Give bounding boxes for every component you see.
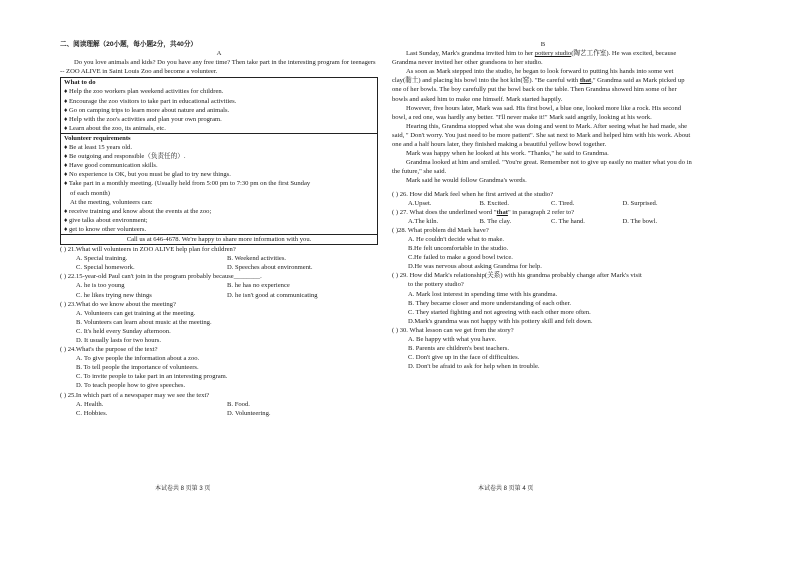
question-stem-continued: to the pottery studio? xyxy=(408,281,464,289)
requirement-item: ♦ give talks about environment; xyxy=(64,216,148,224)
option-c: C. They started fighting and not agreeing with each other more often. xyxy=(408,308,591,316)
question-26 xyxy=(392,190,694,208)
option-a: A. Mark lost interest in spending time with his grandma. xyxy=(408,290,558,298)
option-b: B. Weekend activities. xyxy=(227,255,287,263)
text-span: Last Sunday, Mark's grandma invited him to her xyxy=(406,50,535,58)
option-b: B. Volunteers can learn about music at the meeting. xyxy=(76,318,212,326)
page-footer-left: 本试卷共 8 页第 3 页 xyxy=(155,486,211,492)
option-d: D.Mark's grandma was not happy with his pottery skill and felt down. xyxy=(408,317,593,325)
page-footer-right: 本试卷共 8 页第 4 页 xyxy=(478,486,534,492)
option-d: D. he isn't good at communicating xyxy=(227,291,318,299)
option-a: A. Be happy with what you have. xyxy=(408,336,497,343)
what-to-do-item: ♦ Go on camping trips to learn more about nature and animals. xyxy=(64,106,230,114)
left-column xyxy=(60,40,378,418)
option-a: A. Volunteers can get training at the meeting. xyxy=(76,309,196,317)
option-b: B. To tell people the importance of volunteers. xyxy=(76,364,199,372)
option-c: C. It's held every Sunday afternoon. xyxy=(76,327,171,335)
option-a: A. To give people the information about a zoo. xyxy=(76,355,200,363)
passage-b-paragraph-6: Grandma looked at him and smiled. "You're great. Remember not to give up easily no matter what you do in the future," she said. xyxy=(392,159,692,176)
requirement-item: ♦ Be at least 15 years old. xyxy=(64,144,133,152)
question-stem: ( ) 26. How did Mark feel when he first arrived at the studio? xyxy=(392,190,554,198)
what-to-do-heading: What to do xyxy=(64,79,96,87)
option-b: B. The clay. xyxy=(479,217,512,225)
option-d: D. Speeches about environment. xyxy=(227,264,313,272)
option-c: C. he likes trying new things xyxy=(76,291,152,299)
option-a: A.Upset. xyxy=(408,199,432,207)
text-span: ( ) 27. What does the underlined word " xyxy=(392,208,497,216)
passage-b-paragraph-2 xyxy=(392,67,694,103)
what-to-do-section xyxy=(61,78,377,133)
question-25 xyxy=(60,391,378,418)
question-22 xyxy=(60,272,378,299)
requirement-item: ♦ Be outgoing and responsible（负责任的）. xyxy=(64,153,186,161)
question-stem: ( ) 23.What do we know about the meeting? xyxy=(60,300,176,308)
option-c: C. Hobbies. xyxy=(76,409,108,417)
option-a: A. Health. xyxy=(76,400,104,408)
question-options xyxy=(60,400,378,418)
option-a: A. Special training. xyxy=(76,255,128,263)
option-d: D. It usually lasts for two hours. xyxy=(76,337,161,344)
question-24 xyxy=(60,345,378,390)
question-stem: ( ) 22.15-year-old Paul can't join in the program probably because________. xyxy=(60,273,262,281)
question-28 xyxy=(392,226,694,271)
question-21 xyxy=(60,245,378,272)
requirement-item: ♦ Take part in a monthly meeting. (Usually held from 5:00 pm to 7:30 pm on the first Sunday xyxy=(64,180,311,188)
question-options xyxy=(392,199,694,208)
question-options xyxy=(392,217,694,226)
passage-b-paragraph-1 xyxy=(392,49,694,67)
option-b: B. he has no experience xyxy=(227,282,290,290)
requirement-item: ♦ Have good communication skills. xyxy=(64,162,158,170)
question-29 xyxy=(392,271,694,326)
option-c: C.He failed to make a good bowl twice. xyxy=(408,254,513,262)
passage-b-paragraph-7: Mark said he would follow Grandma's words. xyxy=(406,177,527,185)
requirement-item: ♦ No experience is OK, but you must be glad to try new things. xyxy=(64,171,231,179)
right-column xyxy=(392,40,694,371)
requirement-item: of each month) xyxy=(70,189,110,197)
option-b: B. Parents are children's best teachers. xyxy=(408,345,509,353)
option-d: D. Volunteering. xyxy=(227,409,271,417)
passage-b-paragraph-4: Hearing this, Grandma stopped what she was doing and went to Mark. After seeing what he had made, she said, " Don't worry. You just need to be more patient". She sat next to Mark and helped him with his work. About one and a half hours later, they finished making a beautiful yellow bowl together. xyxy=(392,122,691,149)
option-c: C. Special homework. xyxy=(76,264,135,272)
option-d: D. To teach people how to give speeches. xyxy=(76,382,186,390)
text-span: (陶艺工作室). He was excited, because Grandma never invited her other grandsons to her studio. xyxy=(392,50,677,67)
option-b: B.He felt uncomfortable in the studio. xyxy=(408,245,509,253)
question-stem xyxy=(392,208,694,217)
text-span: As soon as Mark stepped into the studio, he began to look forward to putting his hands into some wet clay(黏土) and placing his bowl into the hot kiln(窑). "Be careful with xyxy=(392,68,674,85)
question-27 xyxy=(392,208,694,226)
option-a: A.The kiln. xyxy=(408,217,439,225)
option-d: D.He was nervous about asking Grandma for help. xyxy=(408,263,542,271)
option-d: D. Surprised. xyxy=(622,199,658,207)
what-to-do-item: ♦ Help the zoo workers plan weekend activities for children. xyxy=(64,88,224,96)
option-a: A. He couldn't decide what to make. xyxy=(408,235,505,243)
underlined-that: that xyxy=(579,77,592,85)
contact-line: Call us at 646-4678. We're happy to share more information with you. xyxy=(61,234,377,244)
option-d: D. Don't be afraid to ask for help when in trouble. xyxy=(408,363,540,371)
underlined-pottery-studio: pottery studio xyxy=(534,50,572,58)
option-c: C. Tired. xyxy=(551,199,575,207)
question-23 xyxy=(60,300,378,345)
question-stem: ( )28. What problem did Mark have? xyxy=(392,226,489,234)
question-stem: ( ) 30. What lesson can we get from the story? xyxy=(392,326,514,334)
text-span: ," Grandma said as Mark picked up one of her bowls. The boy carefully put the bowl back on the table. Then Grandma showed him some of her bowls and asked him to make one himself. Mark started happily. xyxy=(392,77,685,103)
question-stem: ( ) 25.In which part of a newspaper may we see the text? xyxy=(60,391,210,399)
option-b: B. Food. xyxy=(227,400,250,408)
passage-b-letter: B xyxy=(540,41,546,48)
underlined-that: that xyxy=(496,208,508,216)
option-a: A. he is too young xyxy=(76,282,125,290)
requirements-section xyxy=(61,133,377,234)
question-30 xyxy=(392,326,694,371)
option-c: C. To invite people to take part in an interesting program. xyxy=(76,373,228,381)
question-stem: ( ) 24.What's the purpose of the text? xyxy=(60,346,158,354)
requirement-item: ♦ receive training and know about the events at the zoo; xyxy=(64,207,212,215)
question-options xyxy=(60,254,378,272)
passage-a-intro: Do you love animals and kids? Do you have any free time? Then take part in the interesting program for teenagers -- ZOO ALIVE in Saint Louis Zoo and become a volunteer. xyxy=(60,59,376,76)
requirements-heading: Volunteer requirements xyxy=(64,134,131,142)
question-stem: ( ) 21.What will volunteers in ZOO ALIVE help plan for children? xyxy=(60,246,236,254)
program-info-box xyxy=(60,77,378,245)
option-b: B. They became closer and more understanding of each other. xyxy=(408,299,572,307)
text-span: " in paragraph 2 refer to? xyxy=(507,208,575,216)
question-options xyxy=(60,281,378,299)
what-to-do-item: ♦ Help with the zoo's activities and plan your own program. xyxy=(64,115,222,123)
requirement-item: At the meeting, volunteers can: xyxy=(70,198,153,206)
passage-a-letter: A xyxy=(216,50,222,58)
option-d: D. The bowl. xyxy=(622,217,658,225)
option-c: C. The hand. xyxy=(551,217,585,225)
passage-b-paragraph-5: Mark was happy when he looked at his work. "Thanks," he said to Grandma. xyxy=(406,150,609,158)
option-b: B. Excited. xyxy=(479,199,509,207)
what-to-do-item: ♦ Learn about the zoo, its animals, etc. xyxy=(64,124,166,132)
section-title: 二、阅读理解（20小题，每小题2分，共40分） xyxy=(60,41,198,48)
question-stem: ( ) 29. How did Mark's relationship(关系) with his grandma probably change after Mark's visit xyxy=(392,272,642,280)
passage-b-paragraph-3: However, five hours later, Mark was sad. His first bowl, a blue one, looked more like a rock. His second bowl, a red one, was hardly any better. "I'll never make it!" Mark said angrily, looking at his work. xyxy=(392,104,682,121)
option-c: C. Don't give up in the face of difficulties. xyxy=(408,354,520,362)
requirement-item: ♦ get to know other volunteers. xyxy=(64,225,147,233)
what-to-do-item: ♦ Encourage the zoo visitors to take part in educational activities. xyxy=(64,97,237,105)
